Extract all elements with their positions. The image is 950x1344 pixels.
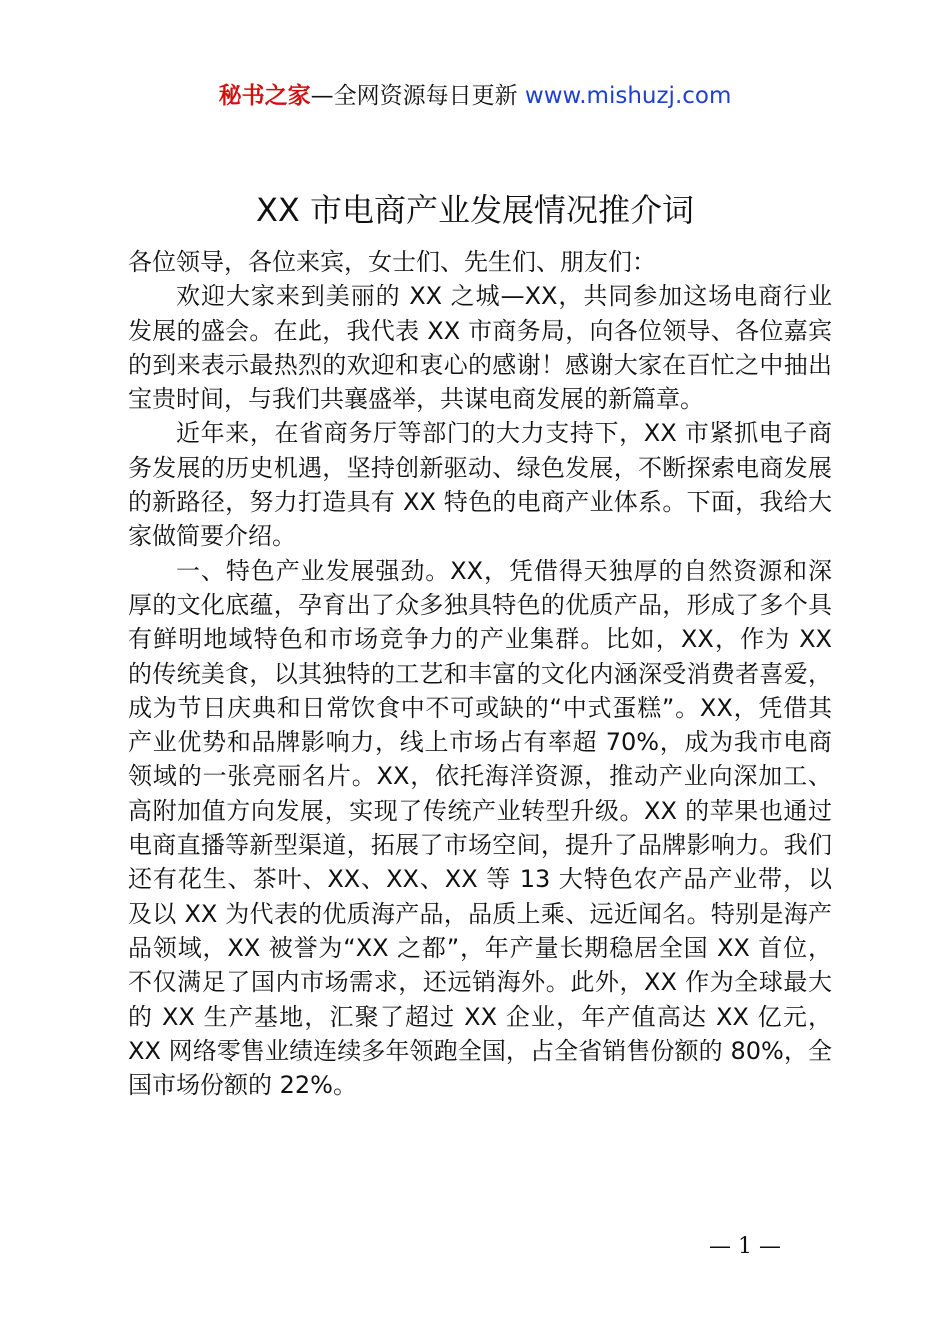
site-banner [0, 80, 950, 112]
banner-tagline: —全网资源每日更新 [310, 83, 518, 109]
paragraph-welcome: 欢迎大家来到美丽的 XX 之城—XX，共同参加这场电商行业发展的盛会。在此，我代表 XX 市商务局，向各位领导、各位嘉宾的到来表示最热烈的欢迎和衷心的感谢！感谢大家在百忙之中抽出宝贵时间，与我们共襄盛举，共谋电商发展的新篇章。 [128, 282, 832, 414]
banner-brand: 秘书之家 [218, 83, 311, 109]
page-number: — 1 — [709, 1234, 781, 1259]
paragraph-industry: 一、特色产业发展强劲。XX，凭借得天独厚的自然资源和深厚的文化底蕴，孕育出了众多独具特色的优质产品，形成了多个具有鲜明地域特色和市场竞争力的产业集群。比如，XX，作为 XX 的传统美食，以其独特的工艺和丰富的文化内涵深受消费者喜爱，成为节日庆典和日常饮食中不可或缺的“中式蛋糕”。XX，凭借其产业优势和品牌影响力，线上市场占有率超 70%，成为我市电商领域的一张亮丽名片。XX，依托海洋资源，推动产业向深加工、高附加值方向发展，实现了传统产业转型升级。XX 的苹果也通过电商直播等新型渠道，拓展了市场空间，提升了品牌影响力。我们还有花生、茶叶、XX、XX、XX 等 13 大特色农产品产业带，以及以 XX 为代表的优质海产品，品质上乘、远近闻名。特别是海产品领域，XX 被誉为“XX 之都”，年产量长期稳居全国 XX 首位，不仅满足了国内市场需求，还远销海外。此外，XX 作为全球最大的 XX 生产基地，汇聚了超过 XX 企业，年产值高达 XX 亿元，XX 网络零售业绩连续多年领跑全国，占全省销售份额的 80%，全国市场份额的 22%。 [128, 556, 832, 1100]
salutation: 各位领导，各位来宾，女士们、先生们、朋友们： [128, 248, 656, 276]
paragraph-overview: 近年来，在省商务厅等部门的大力支持下，XX 市紧抓电子商务发展的历史机遇，坚持创新驱动、绿色发展，不断探索电商发展的新路径，努力打造具有 XX 特色的电商产业体系。下面，我给大家做简要介绍。 [128, 419, 832, 551]
document-body [128, 245, 832, 1102]
banner-url-link[interactable]: www.mishuzj.com [524, 83, 732, 109]
document-title: XX 市电商产业发展情况推介词 [255, 191, 695, 229]
